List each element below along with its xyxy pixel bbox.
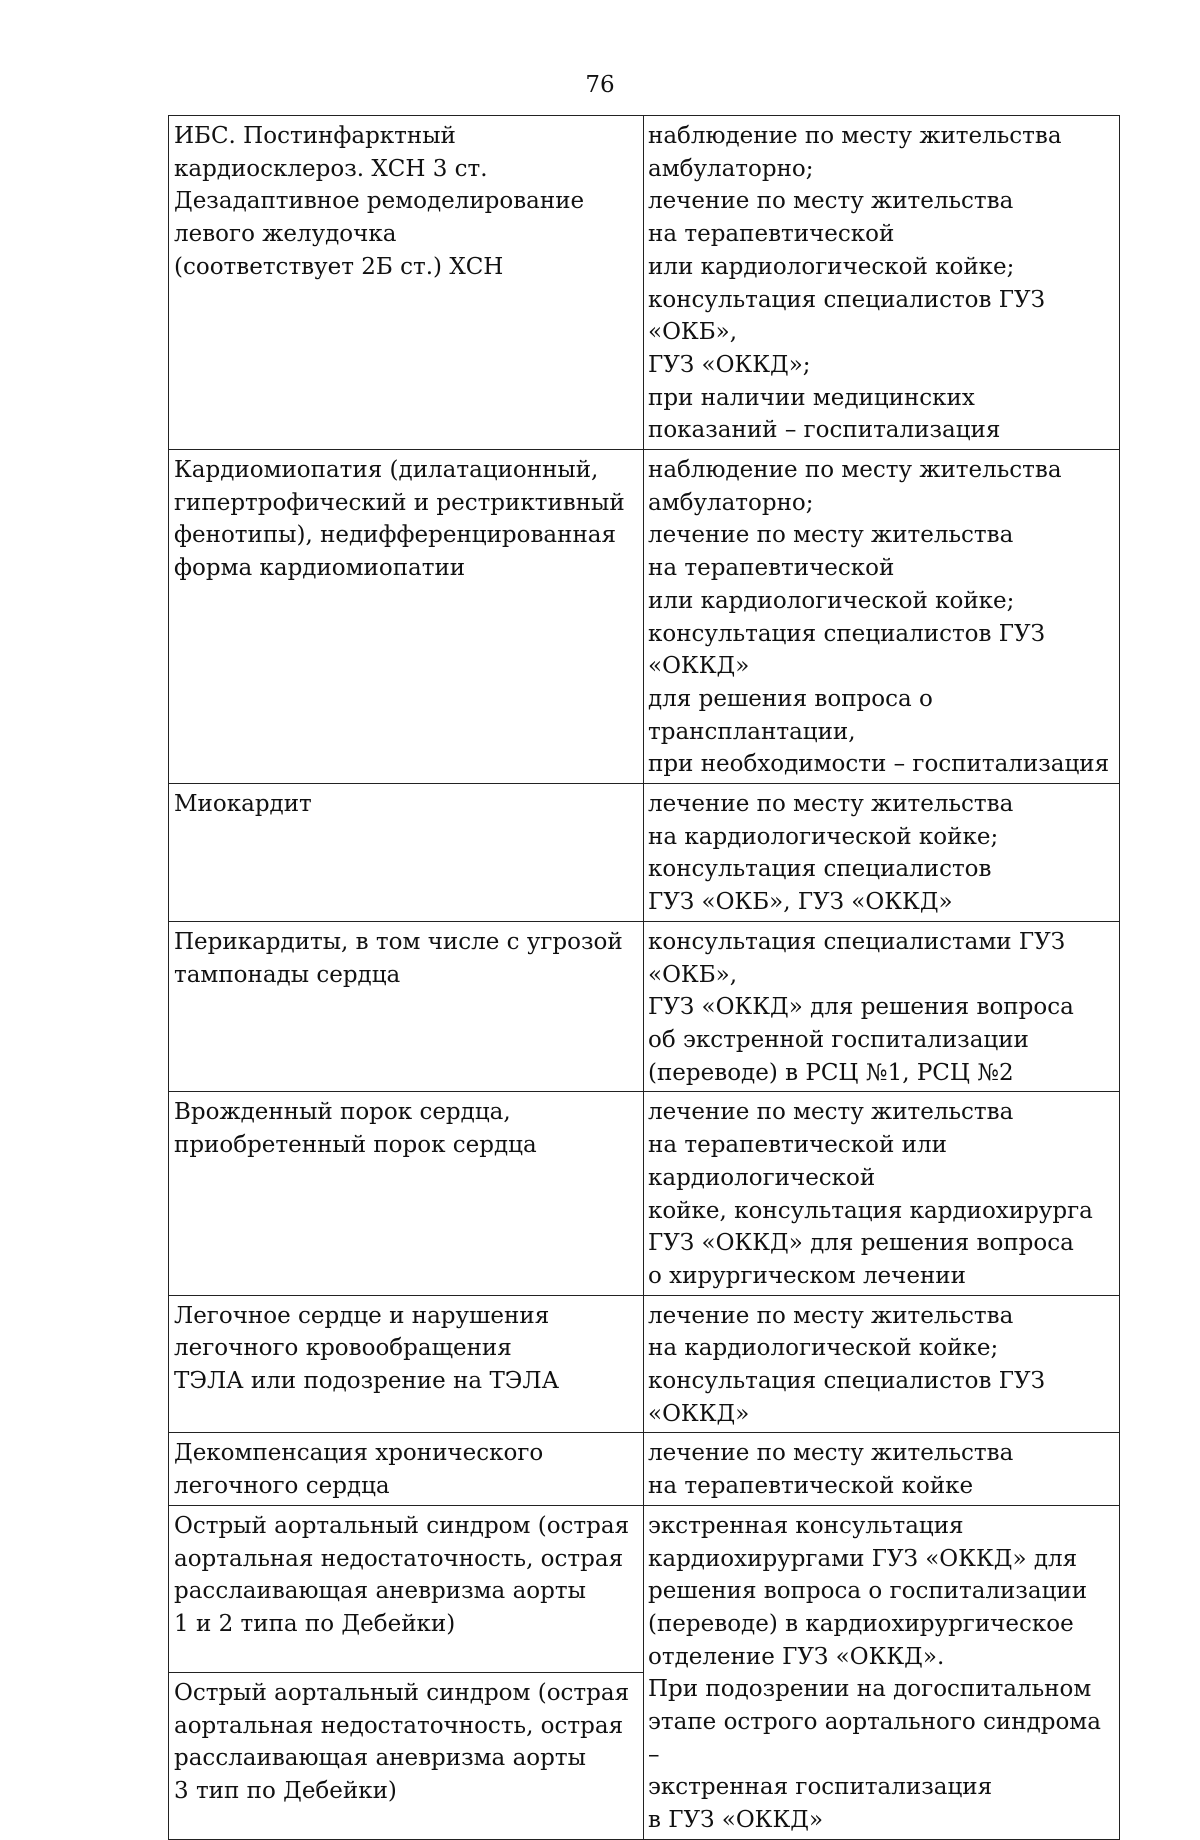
action-cell: наблюдение по месту жительства амбулаторно; лечение по месту жительства на терапевтической или кардиологической койке; консультация специалистов ГУЗ «ОКБ», ГУЗ «ОККД»; при наличии медицинских показаний – госпитализация [644,116,1120,450]
diagnosis-cell: Кардиомиопатия (дилатационный, гипертрофический и рестриктивный фенотипы), недифференцированная форма кардиомиопатии [169,450,644,784]
table-row [169,116,1120,450]
diagnosis-cell: Миокардит [169,784,644,922]
table-row [169,1092,1120,1295]
table-row [169,1505,1120,1672]
diagnosis-cell: Острый аортальный синдром (острая аортальная недостаточность, острая расслаивающая аневризма аорты 3 тип по Дебейки) [169,1672,644,1839]
diagnosis-cell: ИБС. Постинфарктный кардиосклероз. ХСН 3 ст. Дезадаптивное ремоделирование левого желудочка (соответствует 2Б ст.) ХСН [169,116,644,450]
action-cell: консультация специалистами ГУЗ «ОКБ», ГУЗ «ОККД» для решения вопроса об экстренной госпитализации (переводе) в РСЦ №1, РСЦ №2 [644,921,1120,1092]
diagnosis-cell: Врожденный порок сердца, приобретенный порок сердца [169,1092,644,1295]
action-cell: лечение по месту жительства на кардиологической койке; консультация специалистов ГУЗ «ОККД» [644,1295,1120,1433]
diagnosis-cell: Легочное сердце и нарушения легочного кровообращения ТЭЛА или подозрение на ТЭЛА [169,1295,644,1433]
diagnosis-cell: Декомпенсация хронического легочного сердца [169,1433,644,1505]
action-cell: лечение по месту жительства на терапевтической или кардиологической койке, консультация кардиохирурга ГУЗ «ОККД» для решения вопроса о хирургическом лечении [644,1092,1120,1295]
diagnosis-cell: Перикардиты, в том числе с угрозой тампонады сердца [169,921,644,1092]
table-row [169,921,1120,1092]
table-row [169,1295,1120,1433]
action-cell: экстренная консультация кардиохирургами ГУЗ «ОККД» для решения вопроса о госпитализации (переводе) в кардиохирургическое отделение ГУЗ «ОККД». При подозрении на догоспитальном этапе острого аортального синдрома – экстренная госпитализация в ГУЗ «ОККД» [644,1505,1120,1839]
page-number: 76 [585,72,615,98]
table-row [169,784,1120,922]
action-cell: наблюдение по месту жительства амбулаторно; лечение по месту жительства на терапевтической или кардиологической койке; консультация специалистов ГУЗ «ОККД» для решения вопроса о трансплантации, при необходимости – госпитализация [644,450,1120,784]
action-cell: лечение по месту жительства на кардиологической койке; консультация специалистов ГУЗ «ОКБ», ГУЗ «ОККД» [644,784,1120,922]
diagnosis-cell: Острый аортальный синдром (острая аортальная недостаточность, острая расслаивающая аневризма аорты 1 и 2 типа по Дебейки) [169,1505,644,1672]
diagnosis-routing-table [168,115,1120,1840]
table-row [169,450,1120,784]
table-row [169,1433,1120,1505]
action-cell: лечение по месту жительства на терапевтической койке [644,1433,1120,1505]
